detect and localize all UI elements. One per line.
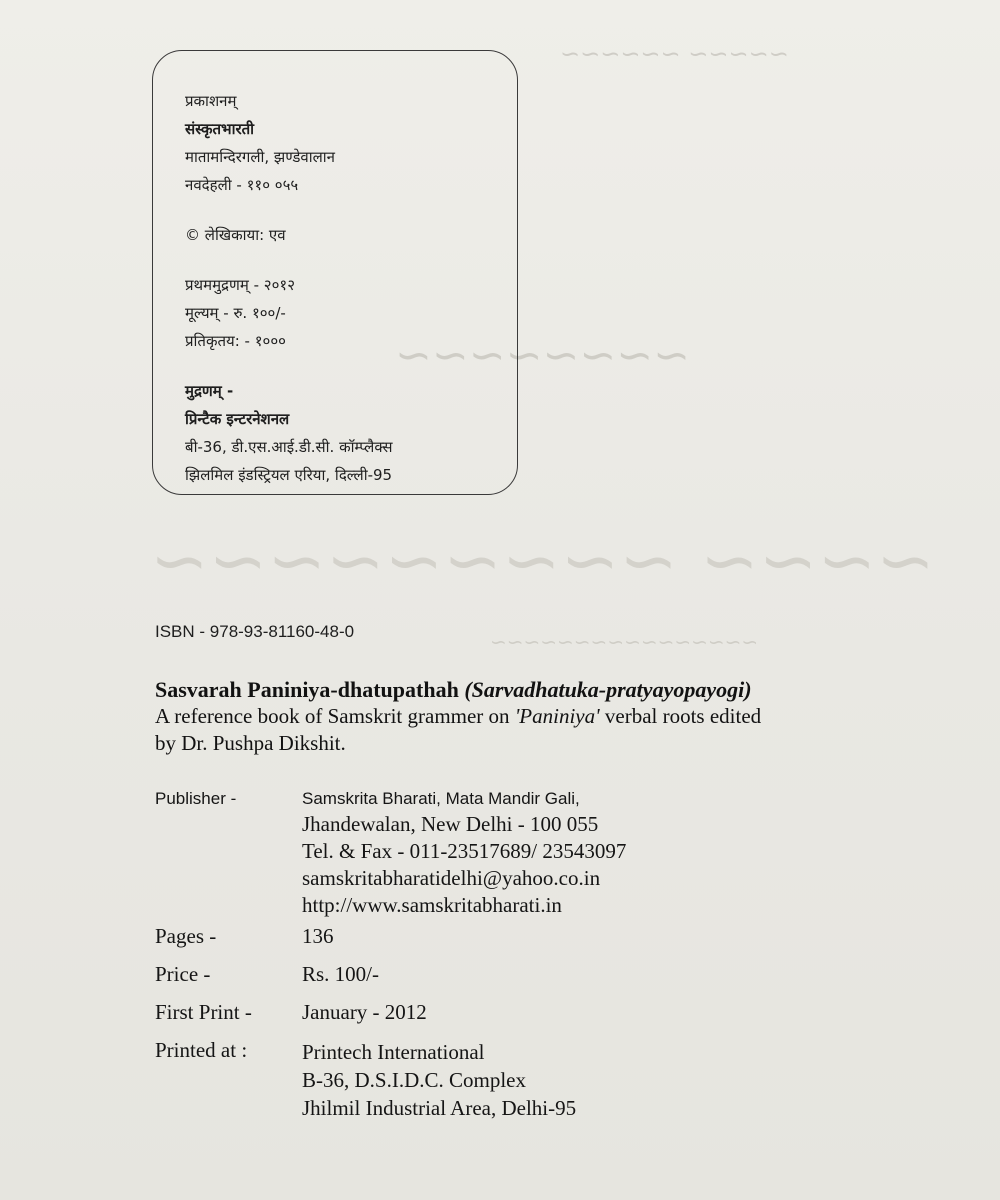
publisher-website: http://www.samskritabharati.in <box>302 893 562 917</box>
publisher-address-line: Samskrita Bharati, Mata Mandir Gali, <box>302 789 580 808</box>
pages-label: Pages - <box>155 924 217 948</box>
publisher-address-hi: मातामन्दिरगली, झण्डेवालान <box>185 148 336 166</box>
publication-details <box>155 786 626 1122</box>
isbn: ISBN - 978-93-81160-48-0 <box>155 622 355 641</box>
price-value: Rs. 100/- <box>302 962 380 986</box>
price-row <box>155 962 626 987</box>
price-label: Price - <box>155 962 211 986</box>
printer-name: Printech International <box>302 1040 485 1064</box>
printer-name-hi: प्रिन्टैक इन्टरनेशनल <box>185 410 290 428</box>
paniniya-term: 'Paniniya' <box>514 704 600 728</box>
publisher-city-hi: नवदेहली - ११० ०५५ <box>185 176 299 194</box>
pages-row <box>155 924 626 949</box>
printer-label-hi: मुद्रणम् - <box>185 382 234 400</box>
publisher-row <box>155 786 626 919</box>
hindi-imprint-box <box>152 50 518 495</box>
bleed-through-marks: ~~~~~ ~~~~~~ <box>560 40 789 68</box>
publisher-email: samskritabharatidelhi@yahoo.co.in <box>302 866 601 890</box>
first-print-row <box>155 1000 626 1025</box>
bleed-through-marks: ~~~~~~~~~~~~~~~~ <box>490 630 759 654</box>
printer-address-hi: बी-36, डी.एस.आई.डी.सी. कॉम्प्लैक्स <box>185 438 393 456</box>
publisher-label-hi: प्रकाशनम् <box>185 92 237 110</box>
publisher-address-line: Jhandewalan, New Delhi - 100 055 <box>302 812 599 836</box>
publisher-value <box>302 786 626 919</box>
book-editor: by Dr. Pushpa Dikshit. <box>155 731 346 755</box>
price-hi: मूल्यम् - रु. १००/- <box>185 304 286 322</box>
printer-address: B-36, D.S.I.D.C. Complex <box>302 1068 527 1092</box>
book-title: Sasvarah Paniniya-dhatupathah <box>155 677 459 702</box>
pages-value: 136 <box>302 924 334 948</box>
first-print-value: January - 2012 <box>302 1000 427 1024</box>
publisher-phone: Tel. & Fax - 011-23517689/ 23543097 <box>302 839 627 863</box>
printer-area: Jhilmil Industrial Area, Delhi-95 <box>302 1096 577 1120</box>
publisher-name-hi: संस्कृतभारती <box>185 120 255 138</box>
book-title-block <box>155 676 975 757</box>
bleed-through-marks: ~~~~~~~~ <box>395 330 690 381</box>
publisher-label: Publisher - <box>155 789 237 808</box>
first-print-label: First Print - <box>155 1000 252 1024</box>
printer-area-hi: झिलमिल इंडस्ट्रियल एरिया, दिल्ली-95 <box>185 466 393 484</box>
first-edition-hi: प्रथममुद्रणम् - २०१२ <box>185 276 295 294</box>
printed-at-value <box>302 1038 576 1122</box>
copies-hi: प्रतिकृतय: - १००० <box>185 332 286 350</box>
copyright-hi: © लेखिकाया: एव <box>185 226 286 244</box>
printed-at-label: Printed at : <box>155 1038 248 1062</box>
book-description: A reference book of Samskrit grammer on 'Paniniya' verbal roots edited <box>155 704 762 728</box>
bleed-through-marks: ~~~~ ~~~~~~~~~ <box>150 520 935 602</box>
printed-at-row <box>155 1038 626 1122</box>
book-subtitle: (Sarvadhatuka-pratyayopayogi) <box>464 677 752 702</box>
